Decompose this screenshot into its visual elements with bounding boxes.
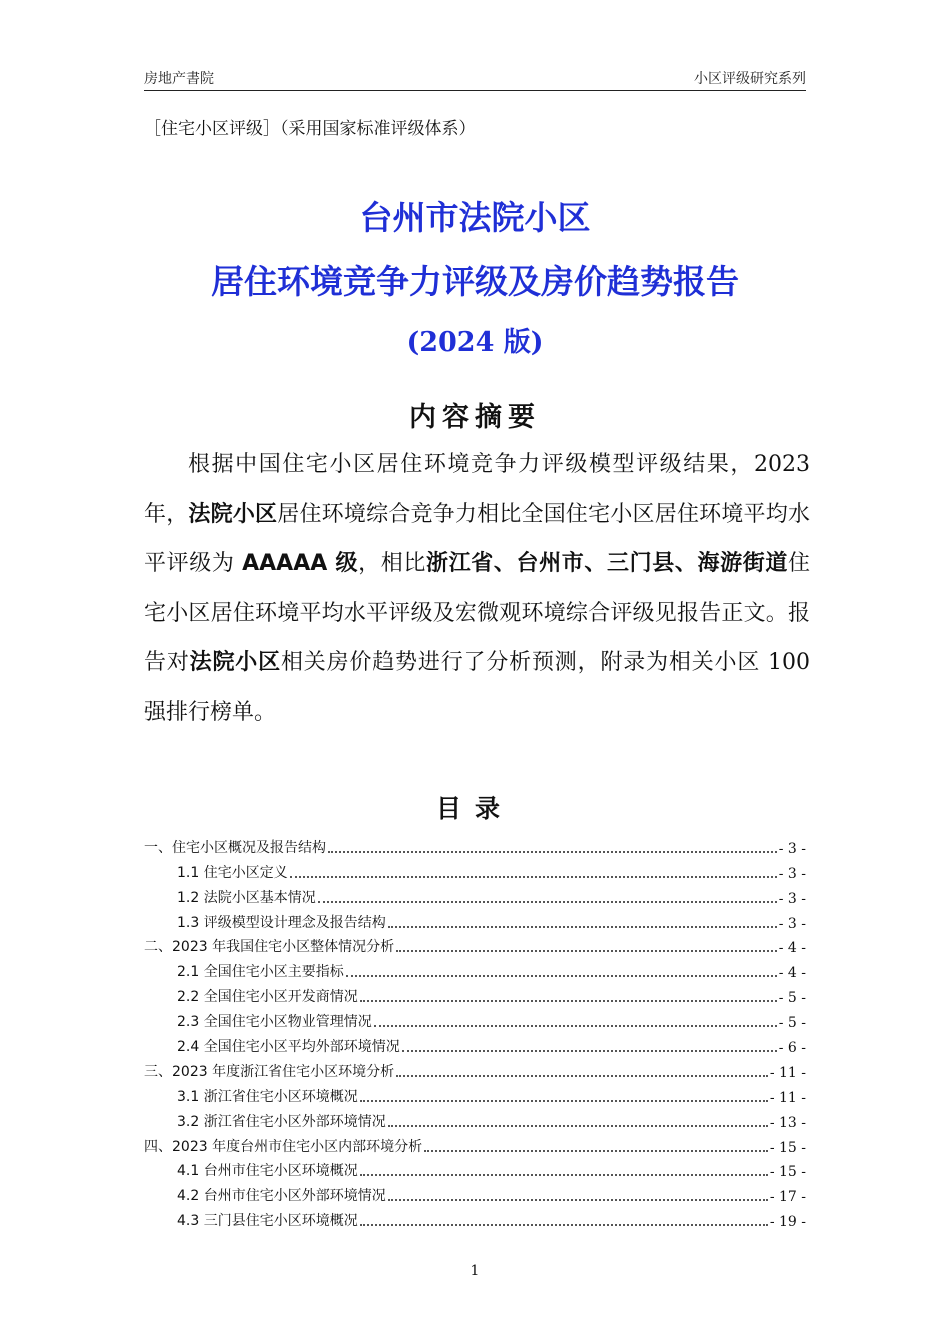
toc-entry-label: 四、2023 年度台州市住宅小区内部环境分析 bbox=[144, 1138, 423, 1155]
toc-entry[interactable] bbox=[144, 1156, 806, 1181]
toc-dot-leader bbox=[374, 1024, 777, 1027]
toc-entry[interactable] bbox=[144, 981, 806, 1006]
toc-entry-label: 4.2 台州市住宅小区外部环境情况 bbox=[177, 1188, 386, 1205]
toc-entry-label: 2.1 全国住宅小区主要指标 bbox=[177, 964, 344, 981]
toc-entry[interactable] bbox=[144, 932, 806, 957]
toc-entry-page: - 3 - bbox=[778, 865, 806, 882]
toc-dot-leader bbox=[346, 974, 777, 977]
toc-entry[interactable] bbox=[144, 907, 806, 932]
toc-entry-label: 三、2023 年度浙江省住宅小区环境分析 bbox=[144, 1063, 395, 1080]
toc-entry[interactable] bbox=[144, 1081, 806, 1106]
toc-heading: 目录 bbox=[435, 794, 514, 823]
toc-entry-page: - 3 - bbox=[778, 840, 806, 857]
toc-entry-label: 2.2 全国住宅小区开发商情况 bbox=[177, 989, 358, 1006]
toc-dot-leader bbox=[388, 925, 777, 928]
toc-entry-page: - 6 - bbox=[778, 1040, 806, 1057]
toc-entry-label: 二、2023 年我国住宅小区整体情况分析 bbox=[144, 939, 395, 956]
abstract-text: 根据中国住宅小区居住环境竞争力评级模型评级结果，2023 年， bbox=[144, 452, 810, 527]
toc-entry-page: - 11 - bbox=[769, 1089, 806, 1106]
abstract-highlight: 浙江省、台州市、三门县、海游街道 bbox=[426, 551, 788, 576]
abstract-text: ，相比 bbox=[358, 551, 427, 576]
toc-entry-page: - 3 - bbox=[778, 915, 806, 932]
toc-dot-leader bbox=[388, 1198, 768, 1201]
toc-entry[interactable] bbox=[144, 1056, 806, 1081]
toc-entry-label: 1.3 评级模型设计理念及报告结构 bbox=[177, 914, 386, 931]
abstract-highlight: AAAAA 级 bbox=[242, 551, 359, 576]
toc-dot-leader bbox=[360, 1173, 768, 1176]
table-of-contents bbox=[144, 832, 806, 1230]
toc-entry-page: - 4 - bbox=[778, 940, 806, 957]
toc-entry-page: - 4 - bbox=[778, 965, 806, 982]
toc-entry-label: 2.4 全国住宅小区平均外部环境情况 bbox=[177, 1039, 400, 1056]
toc-entry-label: 一、住宅小区概况及报告结构 bbox=[144, 839, 326, 856]
toc-entry-label: 4.1 台州市住宅小区环境概况 bbox=[177, 1163, 358, 1180]
toc-entry-page: - 15 - bbox=[769, 1164, 806, 1181]
report-title-line-1: 台州市法院小区 bbox=[359, 198, 591, 237]
abstract-text: 住宅小区居住环境平均水平评级及宏微观环境综合评级见报告正文。报告对 bbox=[144, 551, 810, 675]
report-edition: (2024 版) bbox=[406, 327, 544, 358]
header-publisher: 房地产書院 bbox=[144, 71, 214, 87]
toc-dot-leader bbox=[402, 1049, 777, 1052]
toc-entry-page: - 5 - bbox=[778, 990, 806, 1007]
toc-entry-label: 4.3 三门县住宅小区环境概况 bbox=[177, 1213, 358, 1230]
toc-entry-page: - 19 - bbox=[769, 1214, 806, 1231]
toc-entry-page: - 13 - bbox=[769, 1114, 806, 1131]
toc-dot-leader bbox=[318, 900, 777, 903]
toc-entry[interactable] bbox=[144, 1180, 806, 1205]
abstract-text: 居住环境综合竞争力相比全国住宅小区居住环境平均水平评级为 bbox=[144, 501, 810, 576]
toc-entry-page: - 15 - bbox=[769, 1139, 806, 1156]
toc-entry-label: 1.2 法院小区基本情况 bbox=[177, 889, 316, 906]
toc-dot-leader bbox=[396, 949, 777, 952]
toc-entry-page: - 3 - bbox=[778, 890, 806, 907]
page-number: 1 bbox=[470, 1263, 480, 1279]
toc-dot-leader bbox=[360, 1223, 768, 1226]
toc-entry[interactable] bbox=[144, 956, 806, 981]
abstract-text: 相关房价趋势进行了分析预测，附录为相关小区 100 强排行榜单。 bbox=[144, 650, 810, 725]
toc-dot-leader bbox=[388, 1124, 768, 1127]
toc-entry[interactable] bbox=[144, 1006, 806, 1031]
toc-entry[interactable] bbox=[144, 1205, 806, 1230]
toc-dot-leader bbox=[328, 850, 777, 853]
toc-dot-leader bbox=[290, 875, 777, 878]
toc-entry-label: 1.1 住宅小区定义 bbox=[177, 864, 288, 881]
abstract-highlight: 法院小区 bbox=[189, 650, 281, 675]
toc-entry-label: 3.2 浙江省住宅小区外部环境情况 bbox=[177, 1113, 386, 1130]
toc-dot-leader bbox=[360, 999, 777, 1002]
toc-entry[interactable] bbox=[144, 857, 806, 882]
report-category-tag: ［住宅小区评级］（采用国家标准评级体系） bbox=[144, 119, 476, 139]
toc-entry-page: - 11 - bbox=[769, 1064, 806, 1081]
abstract-paragraph bbox=[144, 440, 810, 737]
report-title-line-2: 居住环境竞争力评级及房价趋势报告 bbox=[211, 262, 739, 301]
toc-entry[interactable] bbox=[144, 1106, 806, 1131]
toc-dot-leader bbox=[424, 1149, 768, 1152]
toc-entry[interactable] bbox=[144, 832, 806, 857]
abstract-highlight: 法院小区 bbox=[188, 501, 278, 527]
toc-entry[interactable] bbox=[144, 882, 806, 907]
toc-entry-label: 3.1 浙江省住宅小区环境概况 bbox=[177, 1088, 358, 1105]
abstract-heading: 内容摘要 bbox=[409, 402, 541, 433]
toc-dot-leader bbox=[396, 1074, 768, 1077]
toc-entry[interactable] bbox=[144, 1131, 806, 1156]
toc-dot-leader bbox=[360, 1099, 768, 1102]
toc-entry-page: - 17 - bbox=[769, 1189, 806, 1206]
header-series: 小区评级研究系列 bbox=[694, 71, 806, 87]
toc-entry-label: 2.3 全国住宅小区物业管理情况 bbox=[177, 1014, 372, 1031]
toc-entry-page: - 5 - bbox=[778, 1015, 806, 1032]
page-header bbox=[144, 66, 806, 91]
toc-entry[interactable] bbox=[144, 1031, 806, 1056]
